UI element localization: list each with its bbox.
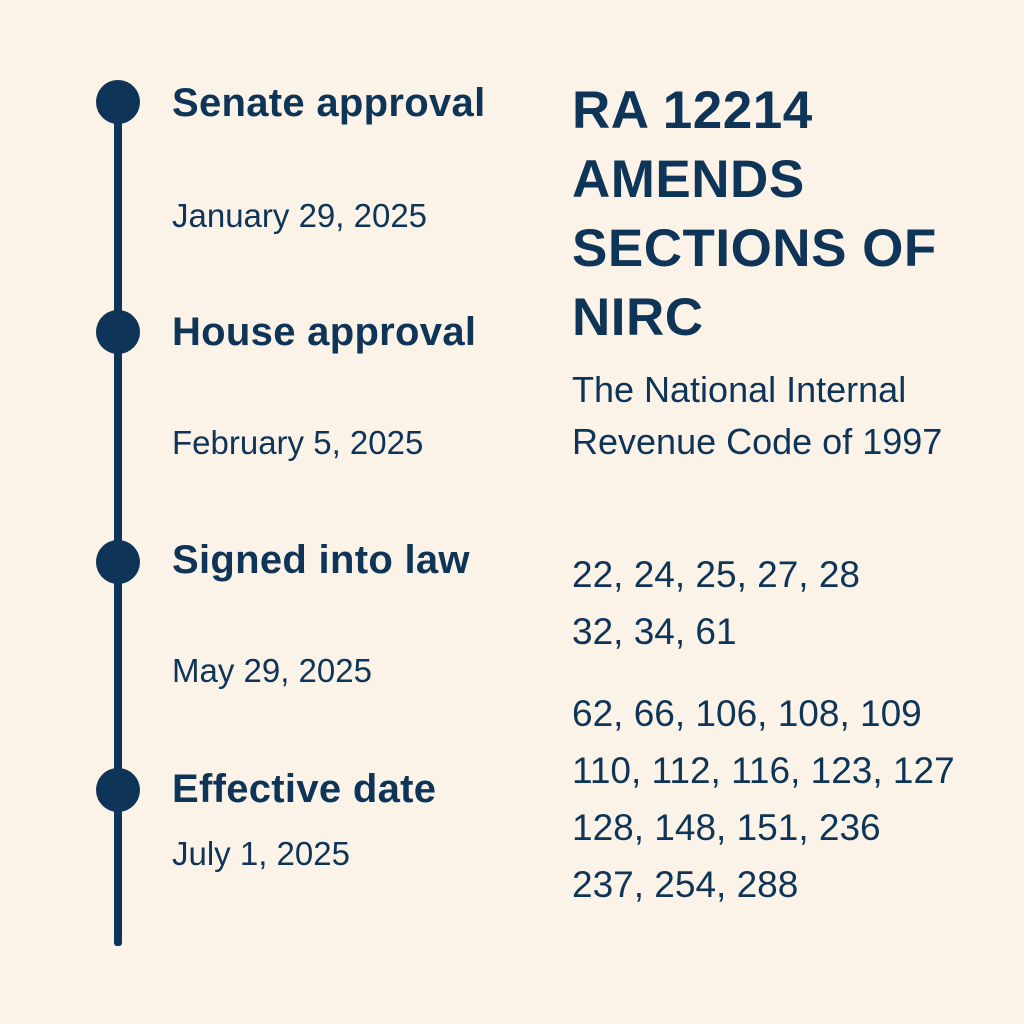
sections-group-2 — [572, 685, 1012, 913]
event-label: House approval — [172, 310, 477, 354]
subtitle: The National Internal Revenue Code of 1997 — [572, 369, 943, 462]
timeline-dot — [96, 540, 140, 584]
timeline-dot — [96, 768, 140, 812]
sections-line: 22, 24, 25, 27, 28 — [572, 554, 861, 595]
sections-line: 237, 254, 288 — [572, 864, 799, 905]
sections-line: 32, 34, 61 — [572, 611, 737, 652]
page-title: RA 12214 AMENDS SECTIONS OF NIRC — [572, 81, 937, 347]
event-label: Signed into law — [172, 538, 470, 582]
sections-line: 110, 112, 116, 123, 127 — [572, 750, 955, 791]
timeline-dot — [96, 310, 140, 354]
event-label: Senate approval — [172, 81, 486, 125]
event-date: January 29, 2025 — [172, 197, 428, 234]
sections-line: 128, 148, 151, 236 — [572, 807, 881, 848]
sections-group-1 — [572, 546, 1012, 660]
timeline-dot — [96, 80, 140, 124]
sections-line: 62, 66, 106, 108, 109 — [572, 693, 922, 734]
event-date: July 1, 2025 — [172, 835, 350, 872]
event-date: February 5, 2025 — [172, 424, 424, 461]
timeline-line — [114, 100, 122, 946]
event-date: May 29, 2025 — [172, 652, 372, 689]
event-label: Effective date — [172, 767, 437, 811]
